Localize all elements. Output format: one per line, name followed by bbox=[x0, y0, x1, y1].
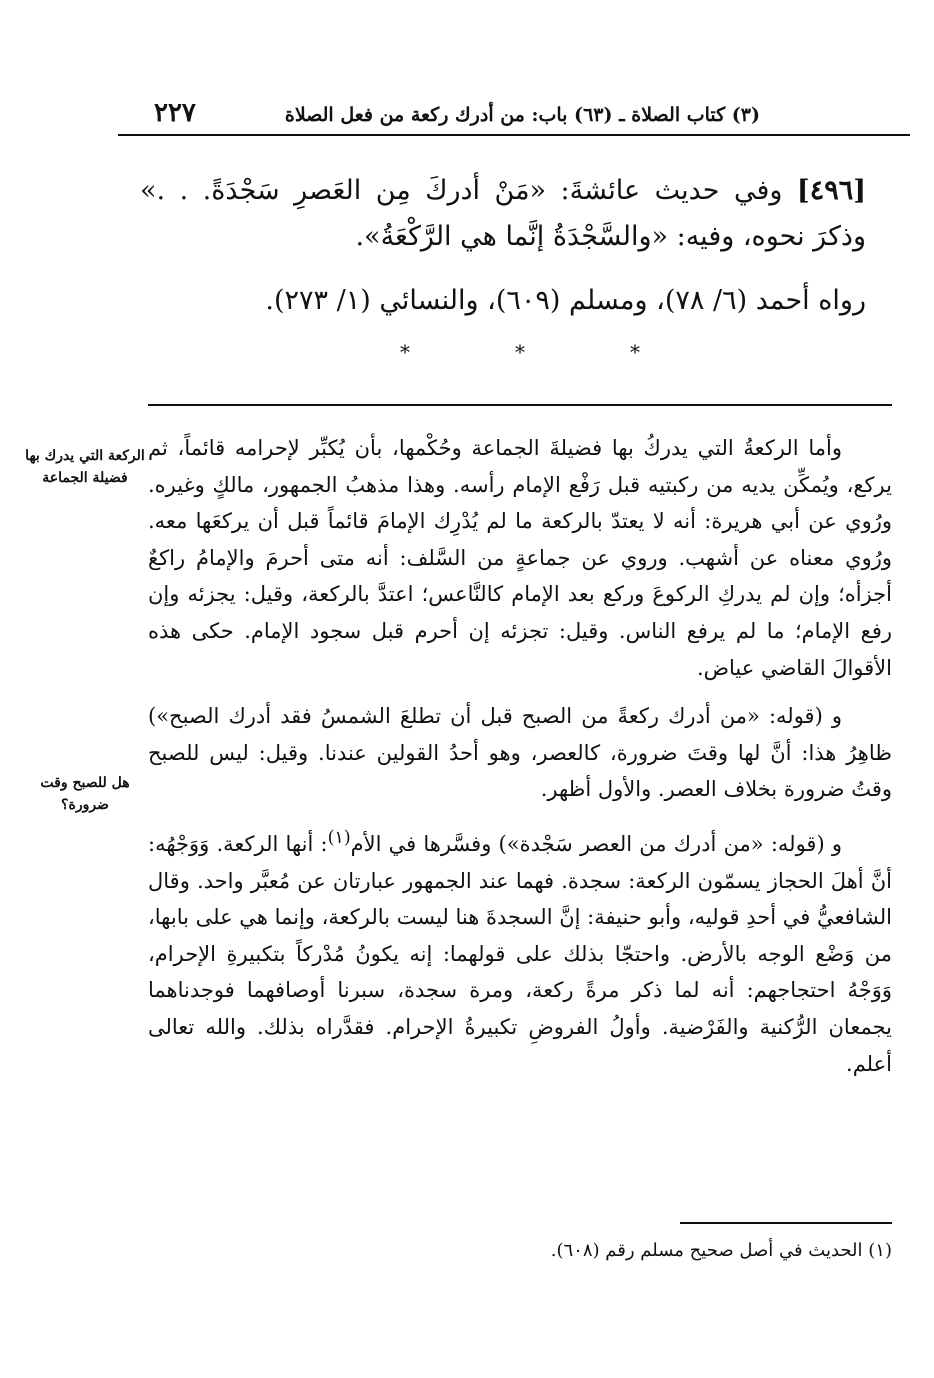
hadith-source: رواه أحمد (٦/ ٧٨)، ومسلم (٦٠٩)، والنسائي (١/ ٢٧٣). bbox=[265, 285, 866, 316]
commentary-paragraph: وأما الركعةُ التي يدركُ بها فضيلةَ الجماعة وحُكْمها، بأن يُكبِّر لإحرامه قائماً، ثم يركع، ويُمكِّن يديه من ركبتيه قبل رَفْع الإمام رأسه. وهذا مذهبُ الجمهور، مالكٍ وغيره. ورُوي عن أبي هريرة: أنه لا يعتدّ بالركعة ما لم يُدْرِك الإمامَ قائماً قبل أن يركعَها معه. ورُوي معناه عن أشهب. وروي عن جماعةٍ من السَّلف: أنه متى أحرمَ والإمامُ راكعٌ أجزأه؛ وإن لم يدركِ الركوعَ وركع بعد الإمام كالنَّاعس؛ اعتدَّ بالركعة، وقيل: يجزئه وإن رفع الإمام؛ ما لم يرفع الناس. وقيل: تجزئه إن أحرم قبل سجود الإمام. حكى هذه الأقوالَ القاضي عياض. bbox=[148, 436, 892, 680]
margin-note: الركعة التي يدرك بها فضيلة الجماعة bbox=[25, 448, 145, 486]
star-icon: * bbox=[515, 340, 525, 364]
hadith-block bbox=[140, 168, 866, 324]
section-divider bbox=[148, 404, 892, 406]
hadith-text: وفي حديث عائشةَ: «مَنْ أدركَ مِن العَصرِ سَجْدَةً. . .» وذكرَ نحوه، وفيه: «والسَّجْدَةُ إنَّما هي الرَّكْعَةُ». bbox=[140, 175, 866, 252]
commentary-text: و (قوله: «من أدرك من العصر سَجْدة») وفسَّرها في الأم bbox=[350, 831, 842, 856]
chapter-title: (٣) كتاب الصلاة ـ (٦٣) باب: من أدرك ركعة من فعل الصلاة bbox=[284, 104, 760, 126]
commentary-text: : أنها الركعة. وَوَجْهُه: أنَّ أهلَ الحجاز يسمّون الركعة: سجدة. فهما عند الجمهور عبارتان عن مُعبَّر واحد. وقال الشافعيُّ في أحدِ قوليه، وأبو حنيفة: إنَّ السجدةَ هنا ليست بالركعة، وإنما هي على بابها، من وَضْع الوجه بالأرض. واحتجّا بذلك على قولهما: إنه يكونُ مُدْركاً بتكبيرةِ الإحرام، وَوَجْهُ احتجاجهم: أنه لما ذكر مرةً ركعة، ومرة سجدة، سبرنا أوصافهما فوجدناهما يجمعان الرُّكنية والفَرْضية. وأولُ الفروضِ تكبيرةُ الإحرام. فقدَّراه بذلك. والله تعالى أعلم. bbox=[148, 831, 892, 1076]
running-header bbox=[118, 92, 910, 136]
page-number: ٢٢٧ bbox=[154, 98, 196, 128]
commentary-block bbox=[148, 430, 892, 1082]
hadith-number: [٤٩٦] bbox=[796, 175, 866, 206]
header-divider bbox=[118, 134, 910, 136]
footnote: (١) الحديث في أصل صحيح مسلم رقم (٦٠٨). bbox=[550, 1240, 892, 1261]
star-icon: * bbox=[400, 340, 410, 364]
hadith-text-paragraph bbox=[140, 168, 866, 260]
star-icon: * bbox=[630, 340, 640, 364]
section-separator bbox=[400, 340, 640, 364]
footnote-divider bbox=[680, 1222, 892, 1224]
footnote-reference[interactable]: (١) bbox=[327, 827, 351, 848]
commentary-paragraph: و (قوله: «من أدرك ركعةً من الصبح قبل أن تطلعَ الشمسُ فقد أدرك الصبح») ظاهِرُ هذا: أنَّ لها وقتَ ضرورة، كالعصر، وهو أحدُ القولين عندنا. وقيل: ليس للصبح وقتُ ضرورة بخلاف العصر. والأول أظهر. bbox=[148, 704, 892, 802]
commentary-paragraph bbox=[148, 820, 892, 1082]
margin-note: هل للصبح وقت ضرورة؟ bbox=[40, 775, 130, 813]
